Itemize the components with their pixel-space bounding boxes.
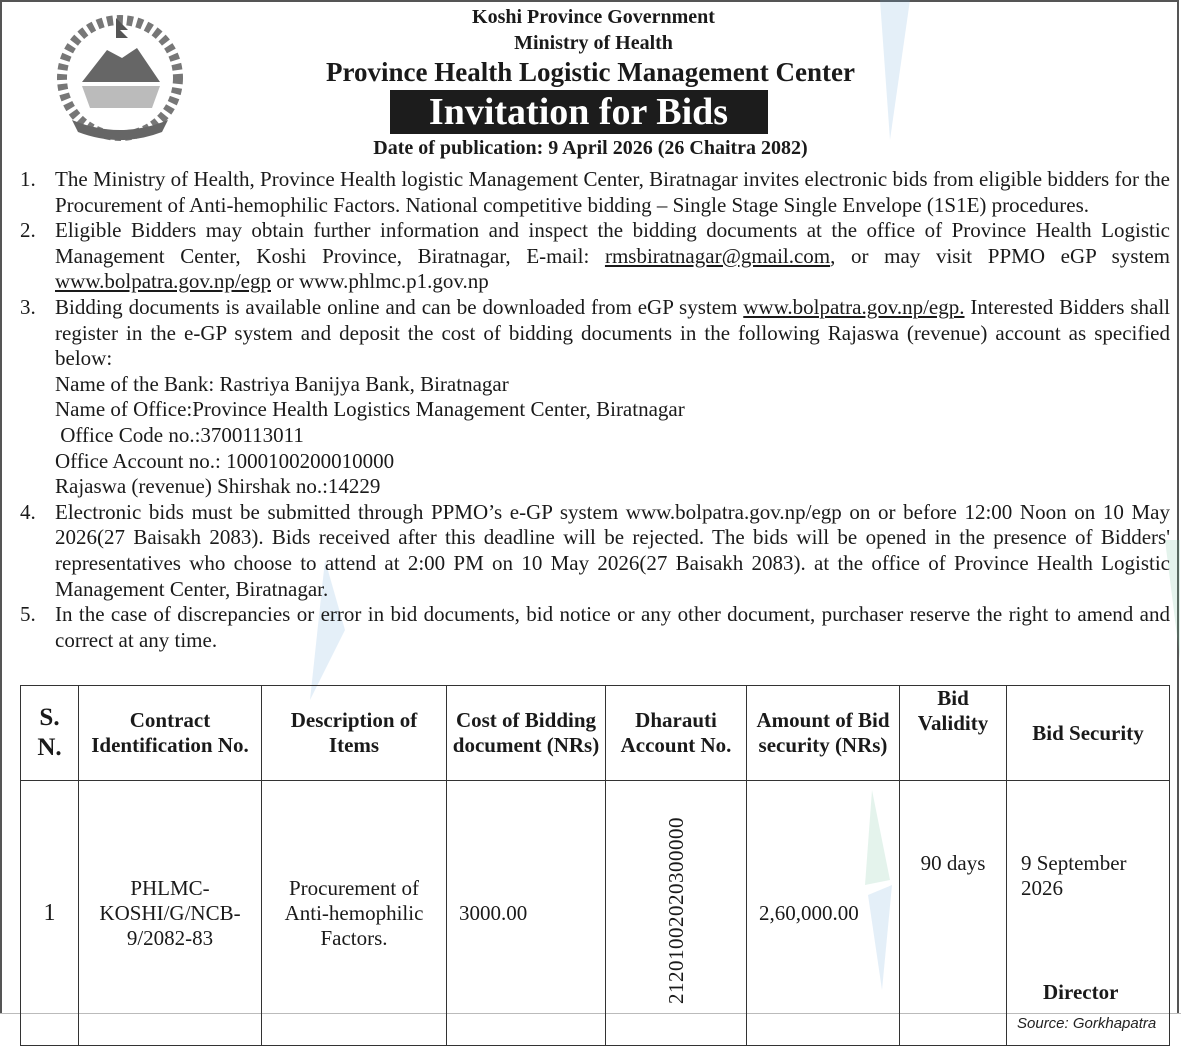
item-text: Electronic bids must be submitted through PPMO’s e-GP system www.bolpatra.gov.np/egp on or before 12:00 Noon on 10 May 2026(27 Baisakh 2083). Bids received after this deadline will be rejected. The bids will be opened in the presence of Bidders' representatives who choose to attend at 2:00 PM on 10 May 2026(27 Baisakh 2083). at the office of Province Health Logistic Management Center, Biratnagar. — [55, 499, 1170, 601]
list-item — [20, 218, 1170, 295]
revenue-shirshak: Rajaswa (revenue) Shirshak no.:14229 — [55, 474, 381, 499]
column-header-description: Description of Items — [262, 686, 447, 781]
bolpatra-link[interactable]: www.bolpatra.gov.np/egp. — [743, 294, 965, 319]
item-number: 5. — [20, 602, 36, 627]
item-text-part: Interested Bidders shall register in the e-GP system and deposit the cost of bidding documents in the following Rajaswa (revenue) account as specified below: — [55, 294, 1170, 371]
list-item — [20, 500, 1170, 602]
signatory-title: Director — [1043, 980, 1119, 1004]
cell-bid-validity: 90 days — [900, 781, 1007, 1046]
cell-bid-security-amount: 2,60,000.00 — [747, 781, 900, 1046]
column-header-cost: Cost of Bidding document (NRs) — [447, 686, 606, 781]
bank-name: Name of the Bank: Rastriya Banijya Bank, Biratnagar — [55, 371, 509, 396]
office-code: Office Code no.:3700113011 — [55, 422, 304, 447]
item-text: The Ministry of Health, Province Health logistic Management Center, Biratnagar invites electronic bids from eligible bidders for the Procurement of Anti-hemophilic Factors. National competitive bidding – Single Stage Single Envelope (1S1E) procedures. — [55, 167, 1170, 217]
item-text: In the case of discrepancies or error in bid documents, bid notice or any other document, purchaser reserve the right to amend and correct at any time. — [55, 602, 1170, 652]
column-header-bid-security: Bid Security — [1007, 686, 1170, 781]
item-text-part: Eligible Bidders may obtain further information and inspect the bidding documents at the office of Province Health Logistic Management Center, Koshi Province, Biratnagar, E-mail: — [55, 218, 1170, 268]
dharauti-account-value: 21201002020300000 — [663, 816, 688, 1004]
column-header-dharauti-account: Dharauti Account No. — [606, 686, 747, 781]
list-item — [20, 167, 1170, 218]
notice-title: Invitation for Bids — [390, 90, 768, 134]
cell-bid-security: 9 September 2026 — [1007, 781, 1170, 1046]
column-header-bid-validity: Bid Validity — [900, 686, 1007, 781]
office-account: Office Account no.: 1000100200010000 — [55, 448, 395, 473]
center-name: Province Health Logistic Management Center — [326, 57, 855, 87]
list-item — [20, 295, 1170, 500]
item-text-part: , or may visit PPMO eGP system — [830, 243, 1170, 268]
source-credit: Source: Gorkhapatra — [1017, 1015, 1157, 1032]
bid-table — [20, 685, 1170, 1046]
notice-header — [0, 4, 1181, 162]
government-name: Koshi Province Government — [472, 6, 715, 28]
cell-sn: 1 — [21, 781, 79, 1046]
bolpatra-link[interactable]: www.bolpatra.gov.np/egp — [55, 269, 271, 294]
notice-body — [20, 167, 1170, 653]
item-text-part: or — [270, 269, 299, 294]
office-name: Name of Office:Province Health Logistics Management Center, Biratnagar — [55, 397, 685, 422]
item-text — [55, 295, 1170, 500]
cell-description: Procurement of Anti-hemophilic Factors. — [262, 781, 447, 1046]
cell-dharauti-account — [606, 781, 747, 1046]
column-header-bid-security-amount: Amount of Bid security (NRs) — [747, 686, 900, 781]
item-number: 4. — [20, 499, 36, 524]
table-header-row — [21, 686, 1170, 781]
table-row — [21, 781, 1170, 1046]
item-text-part: Bidding documents is available online and can be downloaded from eGP system — [55, 294, 744, 319]
item-number: 2. — [20, 218, 36, 243]
publication-date: Date of publication: 9 April 2026 (26 Chaitra 2082) — [373, 137, 808, 159]
list-item — [20, 602, 1170, 653]
column-header-contract-id: Contract Identification No. — [79, 686, 262, 781]
item-number: 3. — [20, 294, 36, 319]
column-header-sn: S. N. — [21, 686, 79, 781]
item-number: 1. — [20, 167, 36, 191]
email-link[interactable]: rmsbiratnagar@gmail.com — [604, 243, 831, 268]
ministry-name: Ministry of Health — [514, 32, 673, 54]
cell-contract-id: PHLMC-KOSHI/G/NCB-9/2082-83 — [79, 781, 262, 1046]
item-text — [55, 218, 1170, 295]
cell-cost: 3000.00 — [447, 781, 606, 1046]
phlmc-link[interactable]: www.phlmc.p1.gov.np — [298, 269, 489, 294]
